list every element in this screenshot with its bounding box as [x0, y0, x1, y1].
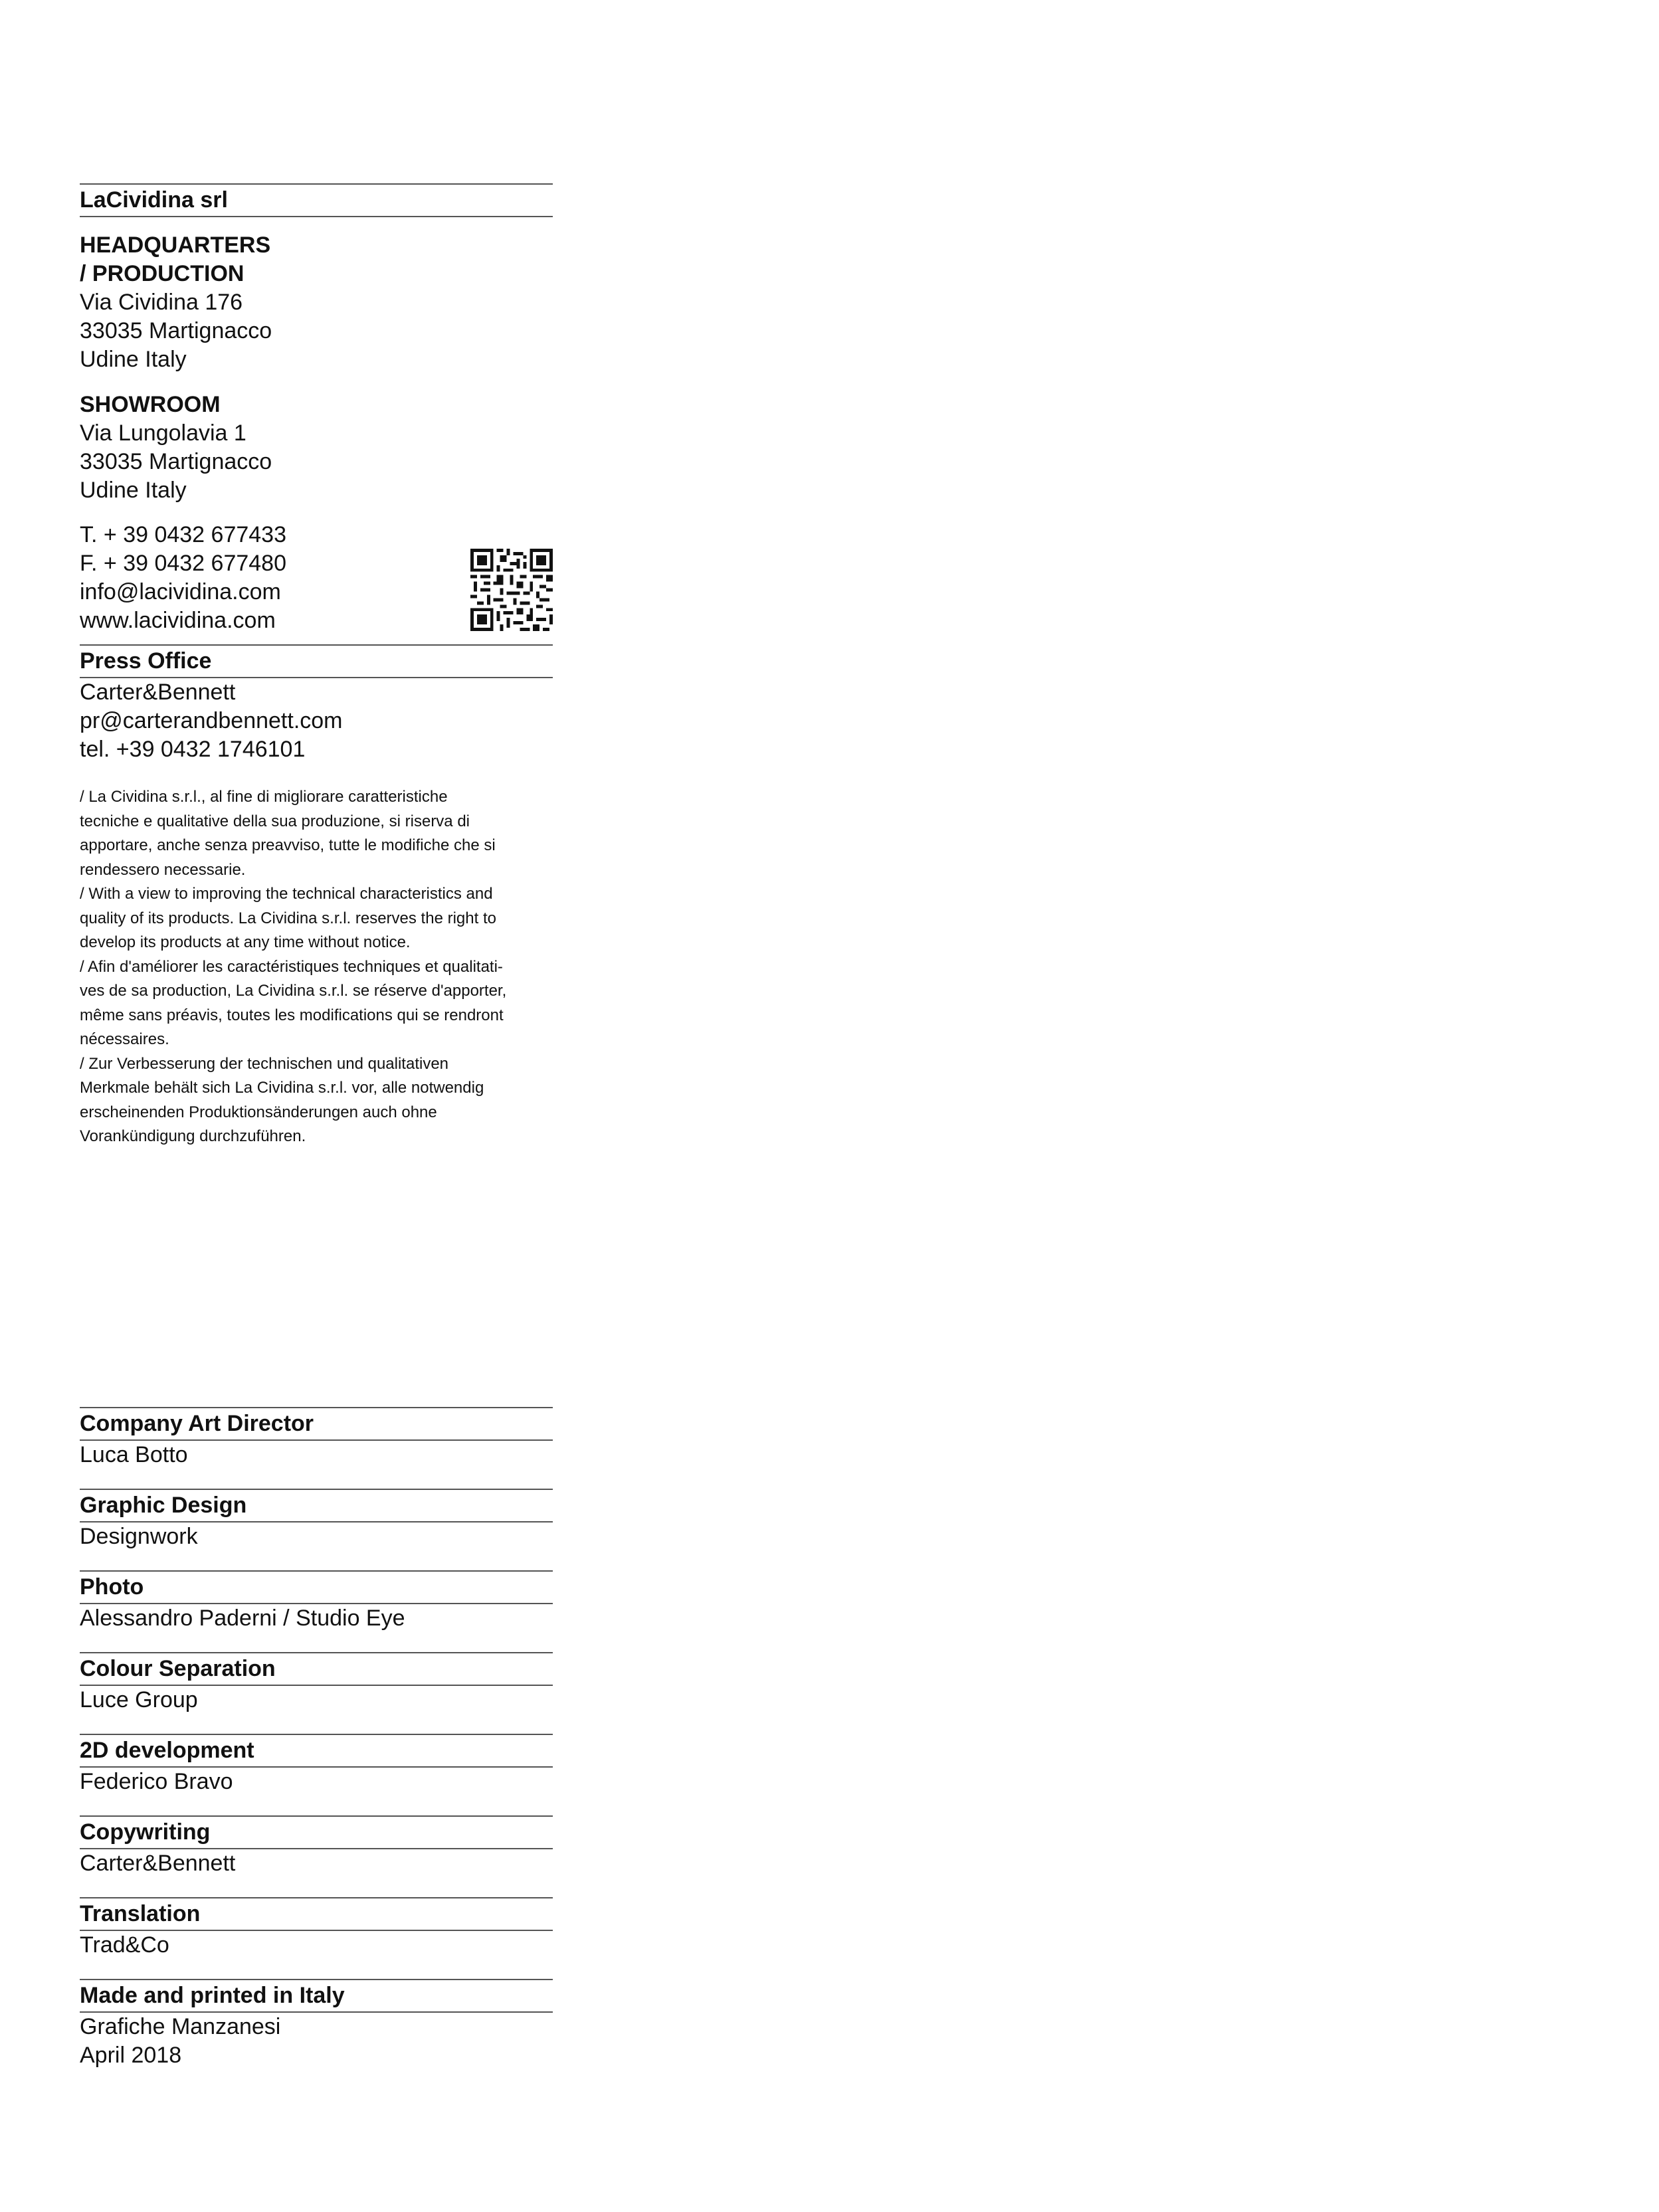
- press-office-phone: tel. +39 0432 1746101: [80, 737, 306, 762]
- press-office-title: Press Office: [80, 648, 212, 674]
- headquarters-title: HEADQUARTERS: [80, 232, 271, 258]
- showroom-block: [80, 391, 553, 505]
- legal-line: erscheinenden Produktionsänderungen auch ohne: [80, 1103, 437, 1121]
- phone-number: T. + 39 0432 677433: [80, 522, 286, 547]
- press-office-email[interactable]: pr@carterandbennett.com: [80, 708, 343, 733]
- legal-line: / Afin d'améliorer les caractéristiques techniques et qualitati-: [80, 957, 503, 976]
- legal-line: ves de sa production, La Cividina s.r.l. se réserve d'apporter,: [80, 982, 507, 1000]
- headquarters-block: [80, 231, 553, 374]
- credit-2d-development: [80, 1734, 553, 1796]
- credit-value: Federico Bravo: [80, 1769, 233, 1794]
- legal-line: / Zur Verbesserung der technischen und qualitativen: [80, 1054, 449, 1073]
- email-link[interactable]: info@lacividina.com: [80, 579, 281, 604]
- legal-line: / With a view to improving the technical characteristics and: [80, 885, 493, 903]
- website-link[interactable]: www.lacividina.com: [80, 608, 276, 633]
- credit-value: Grafiche Manzanesi: [80, 2014, 281, 2039]
- credit-translation: [80, 1897, 553, 1960]
- credit-role: Colour Separation: [80, 1656, 276, 1681]
- company-header: [80, 183, 553, 217]
- showroom-city: 33035 Martignacco: [80, 449, 272, 474]
- legal-line: nécessaires.: [80, 1030, 169, 1048]
- legal-disclaimer: [80, 785, 553, 1149]
- credit-photo: [80, 1570, 553, 1633]
- legal-line: develop its products at any time without notice.: [80, 933, 411, 951]
- legal-line: apportare, anche senza preavviso, tutte le modifiche che si: [80, 836, 496, 854]
- press-office-block: [80, 644, 553, 764]
- legal-line: / La Cividina s.r.l., al fine di migliorare caratteristiche: [80, 788, 448, 806]
- credit-art-director: [80, 1407, 553, 1469]
- legal-line: Merkmale behält sich La Cividina s.r.l. vor, alle notwendig: [80, 1079, 484, 1097]
- legal-line: tecniche e qualitative della sua produzione, si riserva di: [80, 812, 470, 830]
- headquarters-country: Udine Italy: [80, 347, 187, 372]
- credit-value: Luca Botto: [80, 1442, 188, 1467]
- credit-value: Carter&Bennett: [80, 1851, 236, 1876]
- showroom-title: SHOWROOM: [80, 392, 221, 417]
- credit-graphic-design: [80, 1489, 553, 1551]
- headquarters-street: Via Cividina 176: [80, 290, 243, 315]
- press-office-agency: Carter&Bennett: [80, 680, 236, 705]
- credit-colour-separation: [80, 1652, 553, 1714]
- legal-line: même sans préavis, toutes les modifications qui se rendront: [80, 1006, 504, 1024]
- credit-role: Copywriting: [80, 1819, 211, 1845]
- divider: [80, 216, 553, 217]
- credit-role: 2D development: [80, 1738, 254, 1763]
- credit-value: Luce Group: [80, 1687, 198, 1712]
- credit-role: Photo: [80, 1574, 144, 1600]
- legal-line: Vorankündigung durchzuführen.: [80, 1127, 306, 1145]
- credit-printing: [80, 1979, 553, 2070]
- showroom-street: Via Lungolavia 1: [80, 420, 246, 446]
- credit-role: Made and printed in Italy: [80, 1983, 345, 2008]
- headquarters-subtitle: / PRODUCTION: [80, 261, 244, 286]
- legal-line: rendessero necessarie.: [80, 860, 246, 879]
- credit-copywriting: [80, 1815, 553, 1878]
- credit-role: Company Art Director: [80, 1411, 314, 1436]
- headquarters-city: 33035 Martignacco: [80, 318, 272, 343]
- fax-number: F. + 39 0432 677480: [80, 551, 286, 576]
- credit-value: Alessandro Paderni / Studio Eye: [80, 1606, 405, 1631]
- showroom-country: Udine Italy: [80, 478, 187, 503]
- credit-role: Translation: [80, 1901, 201, 1926]
- legal-line: quality of its products. La Cividina s.r.l. reserves the right to: [80, 909, 496, 927]
- qr-code-icon: [470, 549, 553, 631]
- credit-value: Trad&Co: [80, 1932, 169, 1958]
- credit-date: April 2018: [80, 2043, 182, 2068]
- credit-role: Graphic Design: [80, 1493, 247, 1518]
- credit-value: Designwork: [80, 1524, 198, 1549]
- company-name: LaCividina srl: [80, 187, 228, 213]
